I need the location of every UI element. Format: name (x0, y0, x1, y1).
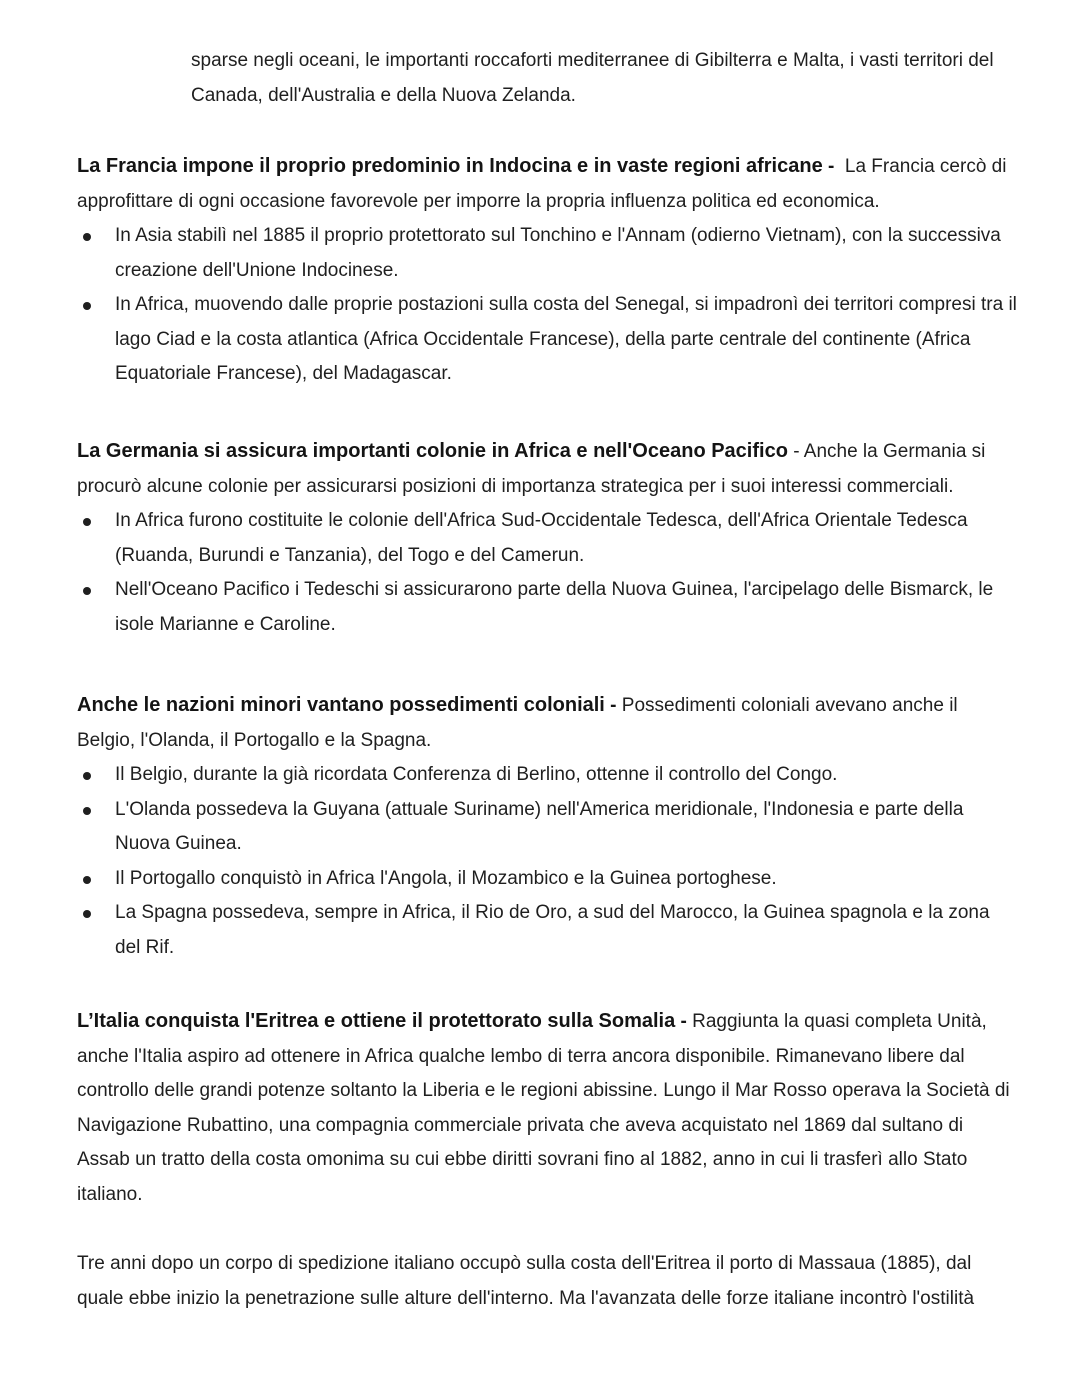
list-item (77, 504, 1017, 573)
section-paragraph (77, 149, 1017, 219)
list-item (77, 219, 1017, 288)
list-item-text: L'Olanda possedeva la Guyana (attuale Suriname) nell'America meridionale, l'Indonesia e parte della Nuova Guinea. (115, 798, 964, 854)
bullet-icon (83, 302, 91, 310)
heading-separator: - (827, 156, 835, 177)
list-item-text: In Asia stabilì nel 1885 il proprio protettorato sul Tonchino e l'Annam (odierno Vietnam), con la successiva creazione dell'Unione Indocinese. (115, 225, 1001, 281)
bullet-list (77, 758, 1017, 965)
bullet-list (77, 219, 1017, 392)
bullet-icon (83, 910, 91, 918)
list-item (77, 862, 1017, 897)
section-lead: La Francia cercò di approfittare di ogni occasione favorevole per imporre la propria influenza politica ed economica. (77, 156, 1007, 212)
section-francia (77, 149, 1017, 392)
section-paragraph (77, 1004, 1017, 1212)
section-nazioni-minori (77, 688, 1017, 965)
bullet-icon (83, 518, 91, 526)
list-item (77, 573, 1017, 642)
section-heading: La Germania si assicura importanti colonie in Africa e nell'Oceano Pacifico (77, 440, 788, 462)
section-italia (77, 1004, 1017, 1212)
closing-paragraph: Tre anni dopo un corpo di spedizione italiano occupò sulla costa dell'Eritrea il porto di Massaua (1885), dal quale ebbe inizio la penetrazione sulle alture dell'interno. Ma l'avanzata delle forze italiane incontrò l'ostilità (77, 1253, 975, 1309)
list-item-text: Il Belgio, durante la già ricordata Conferenza di Berlino, ottenne il controllo del Congo. (115, 764, 838, 785)
bullet-icon (83, 587, 91, 595)
list-item-text: La Spagna possedeva, sempre in Africa, il Rio de Oro, a sud del Marocco, la Guinea spagnola e la zona del Rif. (115, 902, 990, 958)
bullet-icon (83, 876, 91, 884)
section-heading: L’Italia conquista l'Eritrea e ottiene il protettorato sulla Somalia (77, 1010, 676, 1032)
list-item-text: In Africa, muovendo dalle proprie postazioni sulla costa del Senegal, si impadronì dei territori compresi tra il lago Ciad e la costa atlantica (Africa Occidentale Francese), della parte centrale del continente (Africa Equatoriale Francese), del Madagascar. (115, 294, 1017, 384)
list-item-text: In Africa furono costituite le colonie dell'Africa Sud-Occidentale Tedesca, dell'Africa Orientale Tedesca (Ruanda, Burundi e Tanzania), del Togo e del Camerun. (115, 510, 968, 566)
list-item (77, 758, 1017, 793)
heading-separator: - (610, 695, 617, 716)
section-lead: Possedimenti coloniali avevano anche il Belgio, l'Olanda, il Portogallo e la Spagna. (77, 695, 958, 751)
list-item-text: Il Portogallo conquistò in Africa l'Angola, il Mozambico e la Guinea portoghese. (115, 867, 777, 889)
section-heading: La Francia impone il proprio predominio in Indocina e in vaste regioni africane (77, 155, 823, 177)
list-item (77, 288, 1017, 392)
list-item (77, 793, 1017, 862)
heading-separator: - (680, 1011, 687, 1032)
section-paragraph (77, 434, 1017, 504)
section-lead: Anche la Germania si procurò alcune colonie per assicurarsi posizioni di importanza strategica per i suoi interessi commerciali. (77, 441, 986, 497)
list-item (77, 896, 1017, 965)
heading-separator: - (793, 441, 800, 462)
bullet-list (77, 504, 1017, 642)
bullet-icon (83, 772, 91, 780)
bullet-icon (83, 807, 91, 815)
section-paragraph (77, 688, 1017, 758)
section-heading: Anche le nazioni minori vantano possedimenti coloniali (77, 694, 605, 716)
intro-continuation: sparse negli oceani, le importanti roccaforti mediterranee di Gibilterra e Malta, i vasti territori del Canada, dell'Australia e della Nuova Zelanda. (191, 50, 994, 106)
list-item-text: Nell'Oceano Pacifico i Tedeschi si assicurarono parte della Nuova Guinea, l'arcipelago delle Bismarck, le isole Marianne e Caroline. (115, 579, 994, 635)
section-germania (77, 434, 1017, 642)
section-lead: Raggiunta la quasi completa Unità, anche l'Italia aspiro ad ottenere in Africa qualche lembo di terra ancora disponibile. Rimanevano libere dal controllo delle grandi potenze soltanto la Liberia e le regioni abissine. Lungo il Mar Rosso operava la Società di Navigazione Rubattino, una compagnia commerciale privata che aveva acquistato nel 1869 dal sultano di Assab un tratto della costa omonima su cui ebbe diritti sovrani fino al 1882, anno in cui li trasferì allo Stato italiano. (77, 1011, 1010, 1205)
bullet-icon (83, 233, 91, 241)
